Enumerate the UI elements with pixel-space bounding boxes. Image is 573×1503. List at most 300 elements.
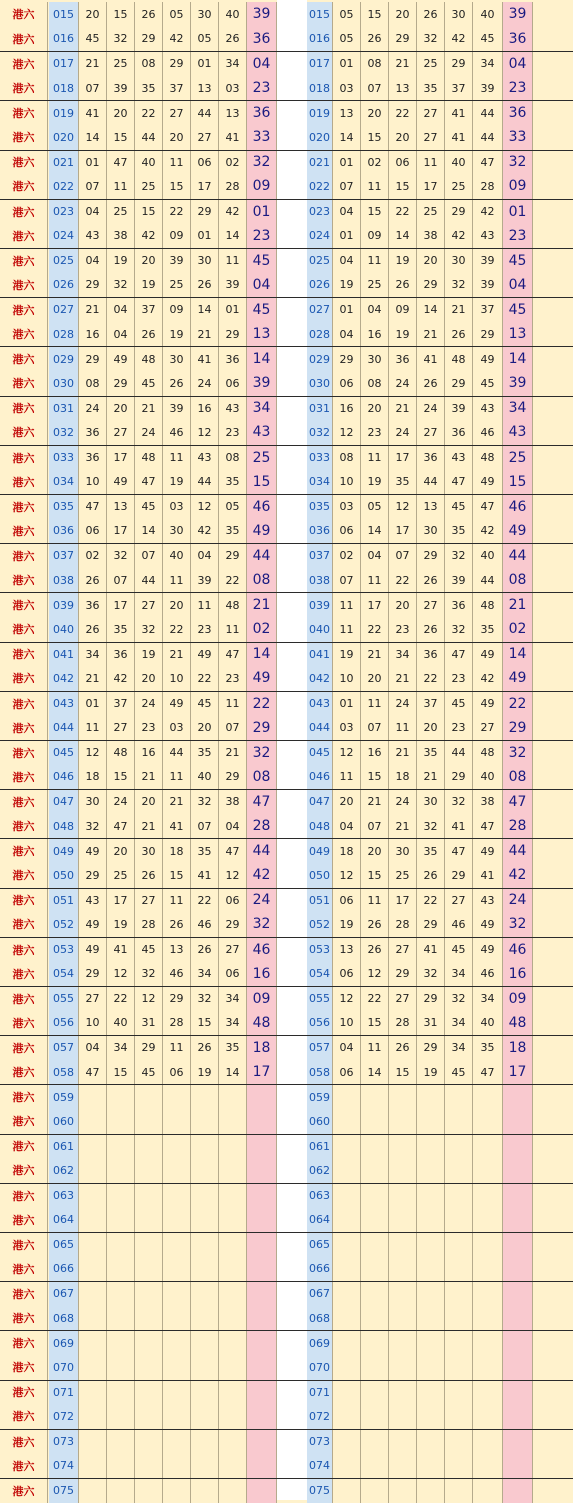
drawn-number-left: 11 bbox=[79, 715, 107, 740]
drawn-number-left bbox=[163, 1207, 191, 1232]
sorted-number-right: 11 bbox=[417, 151, 445, 175]
drawn-number-left: 10 bbox=[79, 1011, 107, 1036]
sorted-number-right bbox=[361, 1331, 389, 1355]
special-number-right: 22 bbox=[503, 692, 533, 716]
drawn-number-left: 15 bbox=[107, 125, 135, 150]
sorted-number-right: 12 bbox=[389, 495, 417, 519]
drawn-number-left: 42 bbox=[135, 223, 163, 248]
sorted-number-right: 40 bbox=[473, 1011, 503, 1036]
drawn-number-left bbox=[135, 1135, 163, 1159]
sorted-number-right: 11 bbox=[361, 692, 389, 716]
drawn-number-left bbox=[135, 1282, 163, 1306]
drawn-number-left bbox=[107, 1430, 135, 1454]
drawn-number-left: 04 bbox=[79, 249, 107, 273]
sorted-number-right: 20 bbox=[361, 397, 389, 421]
issue-number-left: 047 bbox=[49, 790, 79, 814]
drawn-number-left: 19 bbox=[191, 1060, 219, 1085]
sorted-number-right: 01 bbox=[333, 223, 361, 248]
table-row bbox=[0, 1478, 573, 1503]
drawn-number-left bbox=[191, 1381, 219, 1405]
sorted-number-right bbox=[417, 1430, 445, 1454]
special-number-right bbox=[503, 1453, 533, 1478]
sorted-number-right: 47 bbox=[473, 151, 503, 175]
sorted-number-right: 08 bbox=[333, 446, 361, 470]
drawn-number-left: 20 bbox=[135, 790, 163, 814]
sorted-number-right: 32 bbox=[445, 617, 473, 642]
drawn-number-left: 39 bbox=[163, 397, 191, 421]
sorted-number-right: 07 bbox=[361, 715, 389, 740]
drawn-number-left: 20 bbox=[163, 125, 191, 150]
table-row bbox=[0, 223, 573, 248]
special-number-left: 49 bbox=[247, 666, 277, 691]
sorted-number-right bbox=[417, 1331, 445, 1355]
row-label: 港六 bbox=[0, 101, 48, 125]
row-label: 港六 bbox=[0, 298, 48, 322]
row-label: 港六 bbox=[0, 715, 48, 740]
drawn-number-left bbox=[79, 1355, 107, 1380]
drawn-number-left: 29 bbox=[107, 371, 135, 396]
sorted-number-right: 45 bbox=[445, 1060, 473, 1085]
special-number-right: 14 bbox=[503, 347, 533, 371]
sorted-number-right: 47 bbox=[445, 643, 473, 667]
drawn-number-left: 11 bbox=[163, 151, 191, 175]
drawn-number-left: 42 bbox=[107, 666, 135, 691]
drawn-number-left: 47 bbox=[79, 1060, 107, 1085]
drawn-number-left: 49 bbox=[79, 938, 107, 962]
drawn-number-left bbox=[219, 1085, 247, 1109]
sorted-number-right: 35 bbox=[389, 469, 417, 494]
special-number-left: 39 bbox=[247, 2, 277, 27]
drawn-number-left: 27 bbox=[135, 889, 163, 913]
issue-number-right: 049 bbox=[307, 839, 333, 863]
drawn-number-left: 21 bbox=[79, 666, 107, 691]
drawn-number-left bbox=[135, 1404, 163, 1429]
special-number-left bbox=[247, 1331, 277, 1355]
sorted-number-right: 39 bbox=[473, 76, 503, 101]
sorted-number-right bbox=[389, 1430, 417, 1454]
sorted-number-right: 11 bbox=[361, 174, 389, 199]
special-number-left: 34 bbox=[247, 397, 277, 421]
row-label: 港六 bbox=[0, 1085, 48, 1109]
sorted-number-right: 22 bbox=[389, 200, 417, 224]
row-label: 港六 bbox=[0, 814, 48, 839]
issue-number-left: 075 bbox=[49, 1479, 79, 1503]
drawn-number-left: 21 bbox=[79, 298, 107, 322]
row-label: 港六 bbox=[0, 1060, 48, 1085]
special-number-left: 01 bbox=[247, 200, 277, 224]
drawn-number-left: 22 bbox=[163, 200, 191, 224]
drawn-number-left bbox=[163, 1135, 191, 1159]
sorted-number-right: 22 bbox=[417, 666, 445, 691]
sorted-number-right: 21 bbox=[389, 666, 417, 691]
special-number-left: 39 bbox=[247, 371, 277, 396]
drawn-number-left: 34 bbox=[191, 961, 219, 986]
row-label: 港六 bbox=[0, 2, 48, 27]
row-label: 港六 bbox=[0, 1331, 48, 1355]
drawn-number-left: 29 bbox=[219, 912, 247, 937]
drawn-number-left bbox=[135, 1331, 163, 1355]
sorted-number-right bbox=[361, 1257, 389, 1282]
sorted-number-right: 40 bbox=[473, 544, 503, 568]
sorted-number-right: 35 bbox=[473, 1036, 503, 1060]
row-label: 港六 bbox=[0, 741, 48, 765]
drawn-number-left: 21 bbox=[191, 322, 219, 347]
sorted-number-right bbox=[333, 1257, 361, 1282]
sorted-number-right bbox=[417, 1404, 445, 1429]
table-row bbox=[0, 863, 573, 888]
drawn-number-left bbox=[191, 1306, 219, 1331]
table-row bbox=[0, 568, 573, 593]
sorted-number-right: 42 bbox=[473, 519, 503, 544]
special-number-left: 21 bbox=[247, 593, 277, 617]
drawn-number-left: 38 bbox=[219, 790, 247, 814]
special-number-right: 08 bbox=[503, 568, 533, 593]
issue-number-right: 074 bbox=[307, 1453, 333, 1478]
table-row bbox=[0, 51, 573, 76]
sorted-number-right bbox=[445, 1158, 473, 1183]
table-row bbox=[0, 2, 573, 27]
sorted-number-right: 16 bbox=[361, 741, 389, 765]
sorted-number-right bbox=[333, 1381, 361, 1405]
special-number-left: 36 bbox=[247, 27, 277, 52]
sorted-number-right: 25 bbox=[445, 174, 473, 199]
sorted-number-right: 21 bbox=[389, 52, 417, 76]
table-row bbox=[0, 912, 573, 937]
sorted-number-right: 21 bbox=[445, 298, 473, 322]
drawn-number-left: 42 bbox=[163, 27, 191, 52]
sorted-number-right bbox=[473, 1306, 503, 1331]
drawn-number-left: 23 bbox=[219, 420, 247, 445]
drawn-number-left: 47 bbox=[79, 495, 107, 519]
special-number-left bbox=[247, 1306, 277, 1331]
issue-number-right: 068 bbox=[307, 1306, 333, 1331]
issue-number-left: 059 bbox=[49, 1085, 79, 1109]
issue-number-right: 028 bbox=[307, 322, 333, 347]
issue-number-right: 018 bbox=[307, 76, 333, 101]
drawn-number-left: 25 bbox=[135, 174, 163, 199]
issue-number-left: 062 bbox=[49, 1158, 79, 1183]
row-label: 港六 bbox=[0, 27, 48, 52]
drawn-number-left: 03 bbox=[163, 715, 191, 740]
sorted-number-right: 15 bbox=[389, 1060, 417, 1085]
issue-number-right: 064 bbox=[307, 1207, 333, 1232]
sorted-number-right bbox=[445, 1135, 473, 1159]
sorted-number-right: 31 bbox=[417, 1011, 445, 1036]
issue-number-left: 041 bbox=[49, 643, 79, 667]
sorted-number-right: 37 bbox=[445, 76, 473, 101]
drawn-number-left: 12 bbox=[135, 987, 163, 1011]
drawn-number-left bbox=[219, 1282, 247, 1306]
drawn-number-left: 01 bbox=[79, 692, 107, 716]
issue-number-left: 028 bbox=[49, 322, 79, 347]
sorted-number-right: 22 bbox=[361, 987, 389, 1011]
sorted-number-right: 40 bbox=[473, 2, 503, 27]
drawn-number-left: 21 bbox=[219, 741, 247, 765]
sorted-number-right: 25 bbox=[417, 52, 445, 76]
table-row bbox=[0, 1453, 573, 1478]
drawn-number-left bbox=[107, 1085, 135, 1109]
sorted-number-right: 04 bbox=[333, 200, 361, 224]
sorted-number-right: 47 bbox=[473, 1060, 503, 1085]
drawn-number-left: 49 bbox=[79, 839, 107, 863]
sorted-number-right: 40 bbox=[473, 765, 503, 790]
table-row bbox=[0, 76, 573, 101]
drawn-number-left: 43 bbox=[219, 397, 247, 421]
sorted-number-right: 25 bbox=[389, 863, 417, 888]
table-row bbox=[0, 346, 573, 371]
drawn-number-left bbox=[135, 1257, 163, 1282]
table-row bbox=[0, 691, 573, 716]
sorted-number-right: 21 bbox=[389, 814, 417, 839]
issue-number-right: 052 bbox=[307, 912, 333, 937]
sorted-number-right: 05 bbox=[361, 495, 389, 519]
issue-number-right: 031 bbox=[307, 397, 333, 421]
sorted-number-right: 29 bbox=[445, 200, 473, 224]
drawn-number-left: 48 bbox=[135, 347, 163, 371]
drawn-number-left: 03 bbox=[219, 76, 247, 101]
drawn-number-left: 02 bbox=[219, 151, 247, 175]
special-number-right: 09 bbox=[503, 174, 533, 199]
drawn-number-left: 09 bbox=[163, 223, 191, 248]
drawn-number-left: 41 bbox=[79, 101, 107, 125]
drawn-number-left bbox=[135, 1207, 163, 1232]
sorted-number-right bbox=[473, 1135, 503, 1159]
issue-number-right: 034 bbox=[307, 469, 333, 494]
drawn-number-left: 11 bbox=[219, 617, 247, 642]
sorted-number-right: 19 bbox=[389, 249, 417, 273]
row-label: 港六 bbox=[0, 151, 48, 175]
special-number-left bbox=[247, 1158, 277, 1183]
drawn-number-left: 32 bbox=[107, 273, 135, 298]
drawn-number-left: 17 bbox=[107, 519, 135, 544]
drawn-number-left: 21 bbox=[135, 765, 163, 790]
drawn-number-left: 34 bbox=[219, 52, 247, 76]
drawn-number-left: 30 bbox=[163, 519, 191, 544]
sorted-number-right: 26 bbox=[417, 2, 445, 27]
issue-number-right: 044 bbox=[307, 715, 333, 740]
row-label: 港六 bbox=[0, 273, 48, 298]
sorted-number-right: 03 bbox=[333, 495, 361, 519]
sorted-number-right: 36 bbox=[417, 446, 445, 470]
drawn-number-left: 29 bbox=[79, 961, 107, 986]
issue-number-left: 072 bbox=[49, 1404, 79, 1429]
table-row bbox=[0, 27, 573, 52]
sorted-number-right: 11 bbox=[361, 1036, 389, 1060]
row-label: 港六 bbox=[0, 1135, 48, 1159]
special-number-left: 42 bbox=[247, 863, 277, 888]
issue-number-left: 029 bbox=[49, 347, 79, 371]
sorted-number-right bbox=[389, 1257, 417, 1282]
sorted-number-right: 27 bbox=[389, 987, 417, 1011]
sorted-number-right: 27 bbox=[417, 420, 445, 445]
sorted-number-right: 02 bbox=[361, 151, 389, 175]
sorted-number-right bbox=[361, 1453, 389, 1478]
sorted-number-right: 35 bbox=[473, 617, 503, 642]
special-number-left: 45 bbox=[247, 249, 277, 273]
drawn-number-left: 22 bbox=[219, 568, 247, 593]
drawn-number-left bbox=[191, 1331, 219, 1355]
drawn-number-left: 10 bbox=[79, 469, 107, 494]
row-label: 港六 bbox=[0, 593, 48, 617]
special-number-left bbox=[247, 1479, 277, 1503]
sorted-number-right bbox=[361, 1355, 389, 1380]
row-label: 港六 bbox=[0, 125, 48, 150]
sorted-number-right: 01 bbox=[333, 692, 361, 716]
sorted-number-right: 18 bbox=[333, 839, 361, 863]
issue-number-right: 057 bbox=[307, 1036, 333, 1060]
issue-number-left: 065 bbox=[49, 1233, 79, 1257]
issue-number-left: 042 bbox=[49, 666, 79, 691]
sorted-number-right bbox=[361, 1158, 389, 1183]
sorted-number-right bbox=[333, 1158, 361, 1183]
drawn-number-left bbox=[107, 1158, 135, 1183]
drawn-number-left bbox=[219, 1184, 247, 1208]
table-row bbox=[0, 174, 573, 199]
sorted-number-right: 34 bbox=[473, 987, 503, 1011]
sorted-number-right: 49 bbox=[473, 692, 503, 716]
drawn-number-left: 10 bbox=[163, 666, 191, 691]
drawn-number-left bbox=[219, 1404, 247, 1429]
special-number-left: 16 bbox=[247, 961, 277, 986]
sorted-number-right: 20 bbox=[361, 101, 389, 125]
drawn-number-left bbox=[79, 1257, 107, 1282]
sorted-number-right: 35 bbox=[417, 76, 445, 101]
table-row bbox=[0, 1084, 573, 1109]
issue-number-left: 044 bbox=[49, 715, 79, 740]
special-number-right bbox=[503, 1355, 533, 1380]
issue-number-left: 037 bbox=[49, 544, 79, 568]
sorted-number-right: 29 bbox=[417, 273, 445, 298]
issue-number-right: 019 bbox=[307, 101, 333, 125]
drawn-number-left: 04 bbox=[191, 544, 219, 568]
sorted-number-right: 28 bbox=[389, 912, 417, 937]
sorted-number-right: 20 bbox=[417, 715, 445, 740]
drawn-number-left: 41 bbox=[219, 125, 247, 150]
issue-number-left: 068 bbox=[49, 1306, 79, 1331]
drawn-number-left bbox=[191, 1184, 219, 1208]
drawn-number-left: 19 bbox=[107, 249, 135, 273]
special-number-left: 29 bbox=[247, 715, 277, 740]
row-label: 港六 bbox=[0, 1233, 48, 1257]
special-number-left: 13 bbox=[247, 322, 277, 347]
row-label: 港六 bbox=[0, 495, 48, 519]
row-label: 港六 bbox=[0, 863, 48, 888]
drawn-number-left: 08 bbox=[79, 371, 107, 396]
issue-number-left: 067 bbox=[49, 1282, 79, 1306]
issue-number-left: 038 bbox=[49, 568, 79, 593]
drawn-number-left bbox=[219, 1381, 247, 1405]
special-number-left: 44 bbox=[247, 839, 277, 863]
sorted-number-right: 25 bbox=[361, 273, 389, 298]
drawn-number-left bbox=[163, 1306, 191, 1331]
sorted-number-right: 12 bbox=[333, 987, 361, 1011]
drawn-number-left: 07 bbox=[79, 76, 107, 101]
drawn-number-left: 26 bbox=[191, 938, 219, 962]
sorted-number-right: 23 bbox=[445, 666, 473, 691]
sorted-number-right: 46 bbox=[473, 420, 503, 445]
drawn-number-left bbox=[163, 1085, 191, 1109]
issue-number-right: 029 bbox=[307, 347, 333, 371]
table-row bbox=[0, 543, 573, 568]
table-row bbox=[0, 125, 573, 150]
table-row bbox=[0, 838, 573, 863]
issue-number-left: 063 bbox=[49, 1184, 79, 1208]
special-number-right: 13 bbox=[503, 322, 533, 347]
sorted-number-right: 19 bbox=[333, 912, 361, 937]
sorted-number-right: 28 bbox=[473, 174, 503, 199]
drawn-number-left: 22 bbox=[191, 889, 219, 913]
drawn-number-left: 25 bbox=[107, 863, 135, 888]
row-label: 港六 bbox=[0, 961, 48, 986]
drawn-number-left bbox=[79, 1109, 107, 1134]
issue-number-left: 018 bbox=[49, 76, 79, 101]
drawn-number-left: 06 bbox=[219, 961, 247, 986]
special-number-right: 42 bbox=[503, 863, 533, 888]
drawn-number-left: 34 bbox=[219, 987, 247, 1011]
sorted-number-right: 08 bbox=[361, 371, 389, 396]
special-number-left: 32 bbox=[247, 912, 277, 937]
drawn-number-left: 30 bbox=[135, 839, 163, 863]
sorted-number-right: 22 bbox=[361, 617, 389, 642]
drawn-number-left: 32 bbox=[191, 987, 219, 1011]
row-label: 港六 bbox=[0, 938, 48, 962]
drawn-number-left: 07 bbox=[219, 715, 247, 740]
drawn-number-left bbox=[191, 1355, 219, 1380]
drawn-number-left: 26 bbox=[79, 568, 107, 593]
table-row bbox=[0, 1183, 573, 1208]
sorted-number-right bbox=[333, 1184, 361, 1208]
special-number-left: 17 bbox=[247, 1060, 277, 1085]
sorted-number-right: 29 bbox=[389, 27, 417, 52]
issue-number-right: 020 bbox=[307, 125, 333, 150]
sorted-number-right: 23 bbox=[361, 420, 389, 445]
drawn-number-left: 14 bbox=[219, 1060, 247, 1085]
special-number-left bbox=[247, 1404, 277, 1429]
special-number-right: 46 bbox=[503, 495, 533, 519]
sorted-number-right: 36 bbox=[417, 643, 445, 667]
drawn-number-left: 15 bbox=[191, 1011, 219, 1036]
drawn-number-left bbox=[135, 1430, 163, 1454]
sorted-number-right: 48 bbox=[473, 593, 503, 617]
sorted-number-right: 19 bbox=[333, 643, 361, 667]
sorted-number-right bbox=[361, 1306, 389, 1331]
issue-number-right: 054 bbox=[307, 961, 333, 986]
sorted-number-right bbox=[473, 1085, 503, 1109]
issue-number-right: 050 bbox=[307, 863, 333, 888]
row-label: 港六 bbox=[0, 52, 48, 76]
drawn-number-left: 31 bbox=[135, 1011, 163, 1036]
drawn-number-left: 35 bbox=[219, 519, 247, 544]
drawn-number-left: 11 bbox=[163, 889, 191, 913]
sorted-number-right: 36 bbox=[445, 593, 473, 617]
special-number-right bbox=[503, 1404, 533, 1429]
sorted-number-right: 20 bbox=[417, 249, 445, 273]
row-label: 港六 bbox=[0, 1184, 48, 1208]
sorted-number-right: 47 bbox=[473, 495, 503, 519]
sorted-number-right: 06 bbox=[333, 1060, 361, 1085]
issue-number-left: 021 bbox=[49, 151, 79, 175]
issue-number-left: 019 bbox=[49, 101, 79, 125]
sorted-number-right bbox=[389, 1109, 417, 1134]
drawn-number-left bbox=[79, 1306, 107, 1331]
drawn-number-left: 07 bbox=[191, 814, 219, 839]
sorted-number-right: 07 bbox=[361, 814, 389, 839]
table-row bbox=[0, 1035, 573, 1060]
drawn-number-left: 19 bbox=[163, 469, 191, 494]
issue-number-right: 075 bbox=[307, 1479, 333, 1503]
table-row bbox=[0, 715, 573, 740]
sorted-number-right: 41 bbox=[445, 101, 473, 125]
